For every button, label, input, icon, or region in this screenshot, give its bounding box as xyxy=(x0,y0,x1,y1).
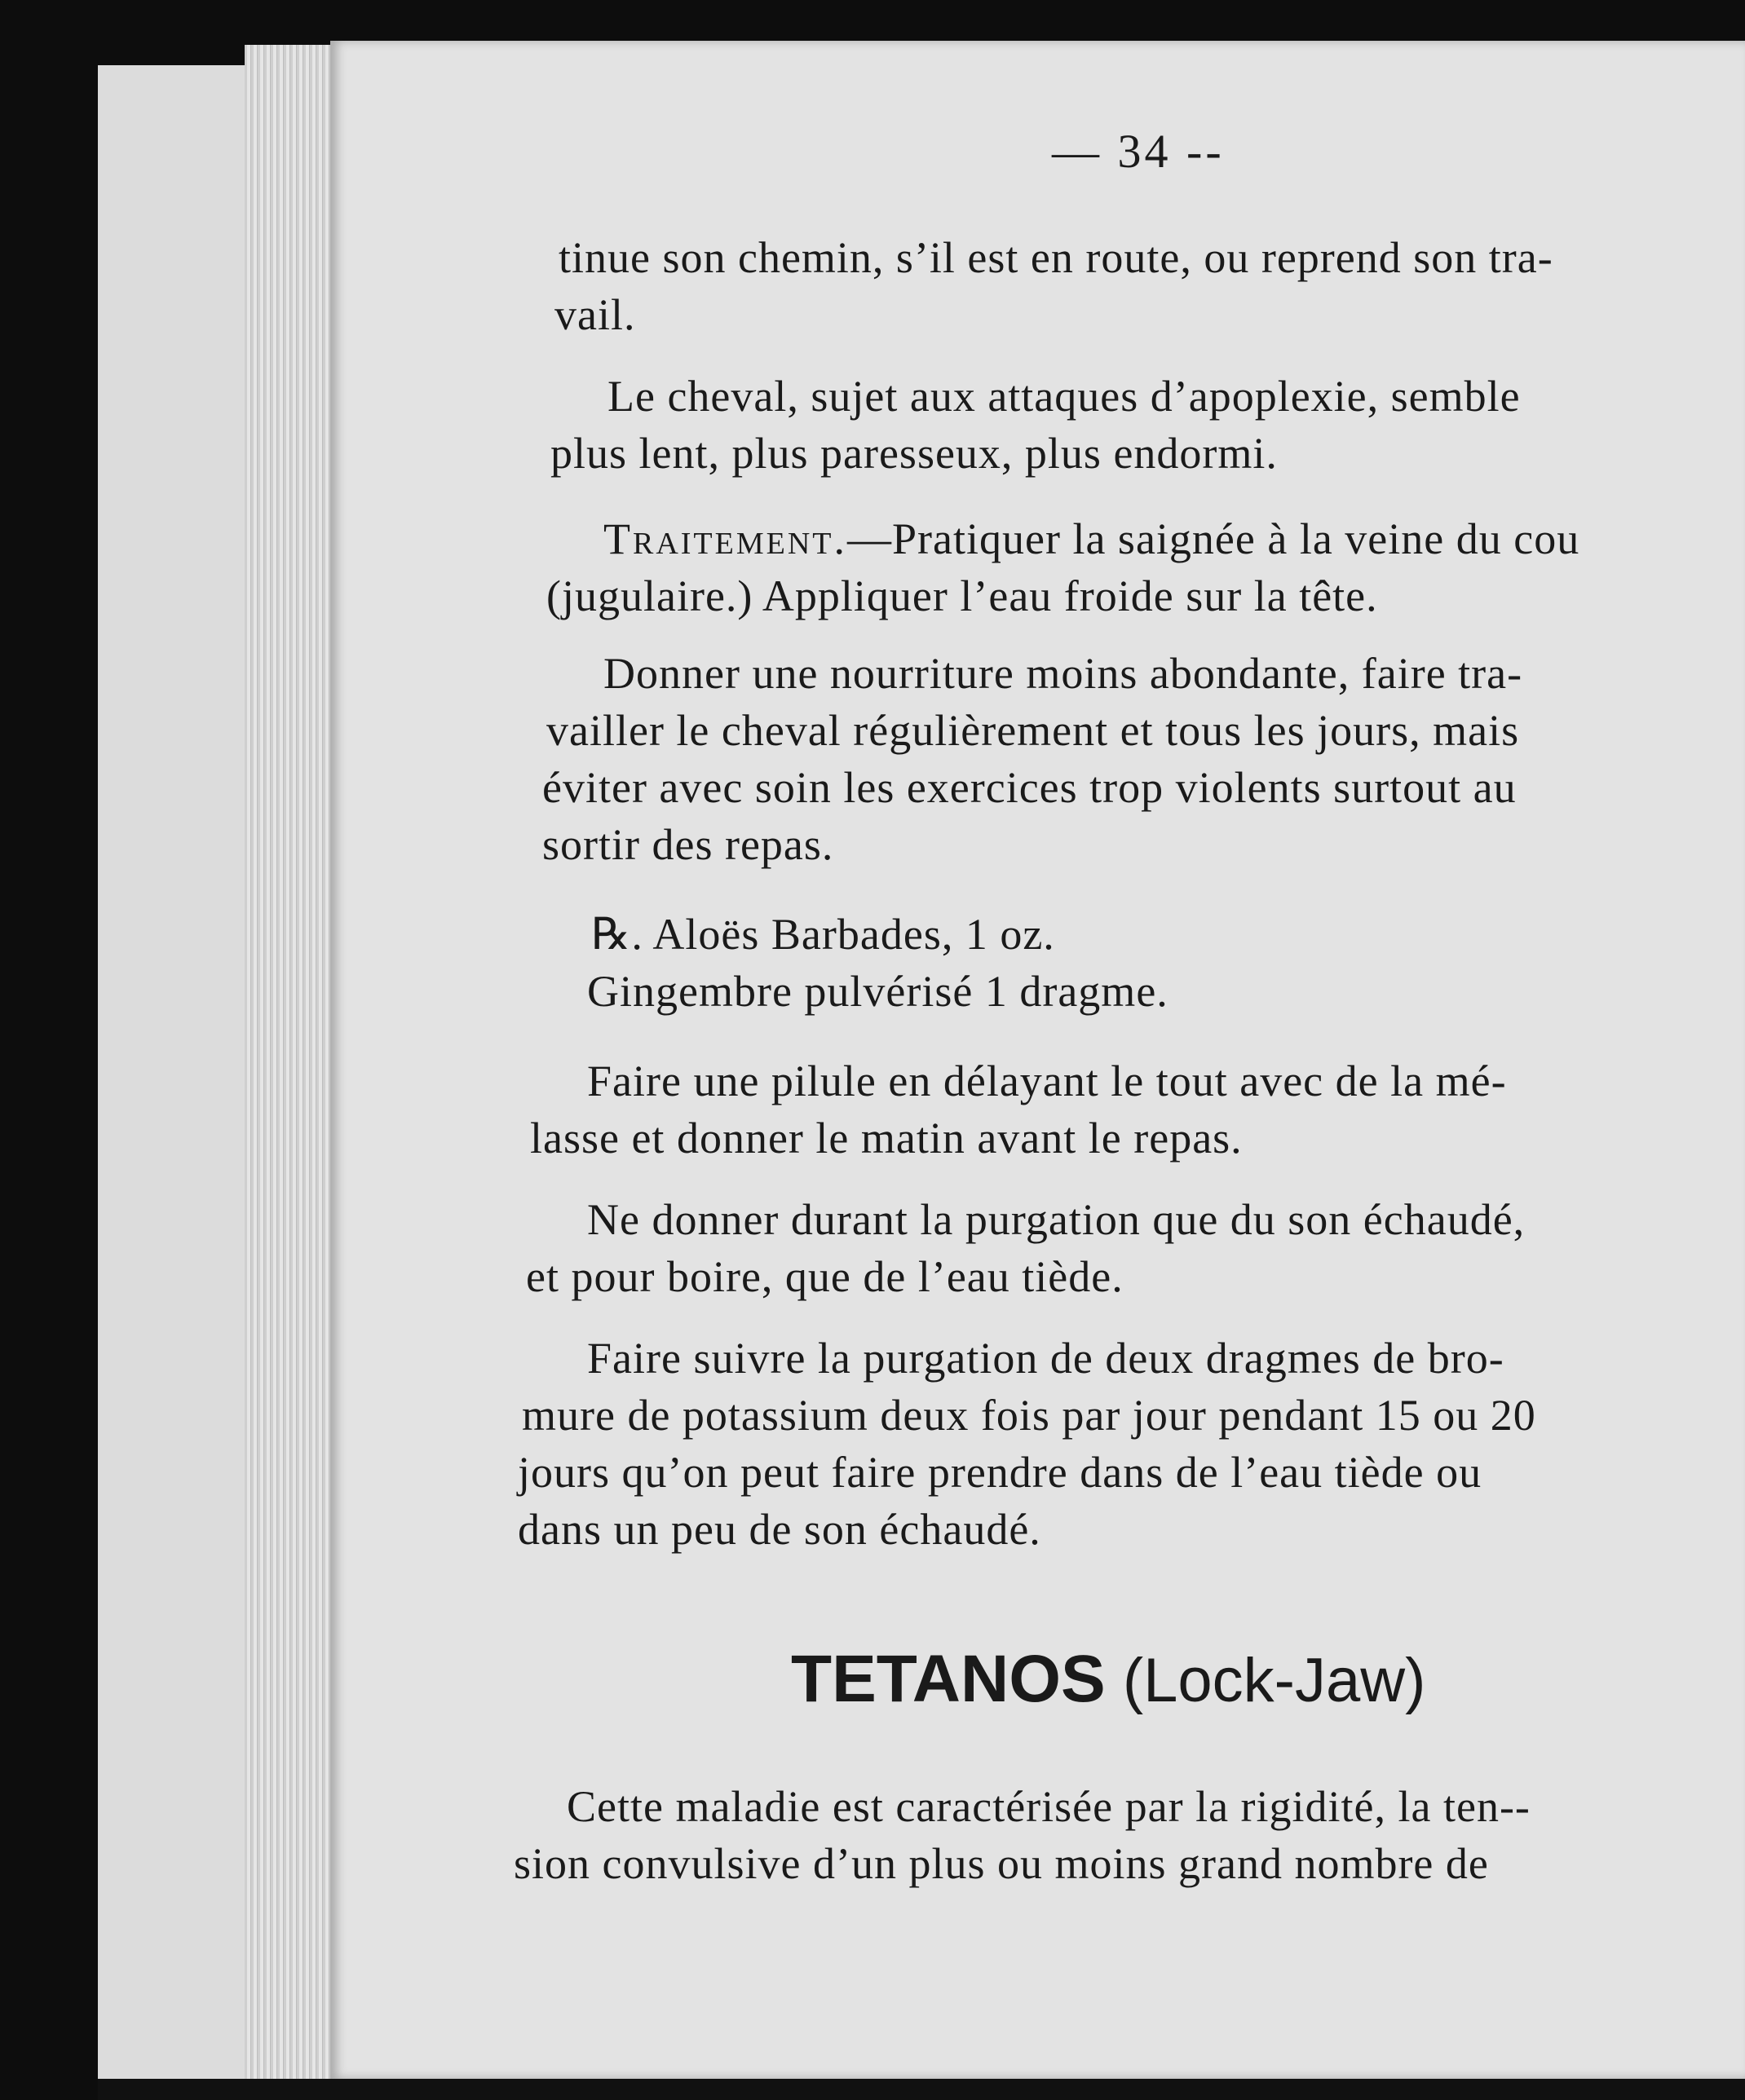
page-stack xyxy=(245,45,334,2091)
bottom-band xyxy=(98,2079,1745,2100)
text-line-5 xyxy=(603,510,1579,568)
text-line-4: plus lent, plus paresseux, plus endormi. xyxy=(550,429,1278,478)
text-line-1: tinue son chemin, s’il est en route, ou reprend son tra- xyxy=(559,233,1553,282)
heading-main: TETANOS xyxy=(791,1642,1106,1716)
text-line-19: jours qu’on peut faire prendre dans de l’eau tiède ou xyxy=(518,1448,1482,1497)
text-line-22: sion convulsive d’un plus ou moins grand nombre de xyxy=(514,1839,1489,1888)
text-line-3: Le cheval, sujet aux attaques d’apoplexie, semble xyxy=(607,372,1521,421)
text-line-16: et pour boire, que de l’eau tiède. xyxy=(526,1252,1124,1301)
traitement-label: Traitement. xyxy=(603,514,848,563)
text-line-18: mure de potassium deux fois par jour pendant 15 ou 20 xyxy=(522,1391,1536,1440)
text-line-14: lasse et donner le matin avant le repas. xyxy=(530,1114,1243,1162)
text-line-15: Ne donner durant la purgation que du son échaudé, xyxy=(587,1195,1526,1244)
section-heading xyxy=(791,1639,1425,1722)
text-line-8: vailler le cheval régulièrement et tous les jours, mais xyxy=(546,706,1520,755)
text-line-21: Cette maladie est caractérisée par la rigidité, la ten-- xyxy=(567,1782,1531,1831)
text-line-9: éviter avec soin les exercices trop violents surtout au xyxy=(542,763,1517,812)
prescription-line-1: ℞. Aloës Barbades, 1 oz. xyxy=(591,910,1055,959)
left-page-edge xyxy=(98,65,261,2095)
text-line-6: (jugulaire.) Appliquer l’eau froide sur la tête. xyxy=(546,571,1378,620)
text-line-17: Faire suivre la purgation de deux dragmes de bro- xyxy=(587,1334,1504,1383)
text-line-2: vail. xyxy=(554,290,636,339)
text-line-13: Faire une pilule en délayant le tout avec de la mé- xyxy=(587,1057,1507,1105)
text-line-7: Donner une nourriture moins abondante, faire tra- xyxy=(603,649,1523,698)
page-number: — 34 -- xyxy=(1052,125,1225,178)
text-line-5-body: —Pratiquer la saignée à la veine du cou xyxy=(847,514,1580,563)
heading-sub: (Lock-Jaw) xyxy=(1122,1646,1426,1715)
text-line-10: sortir des repas. xyxy=(542,820,834,869)
prescription-line-2: Gingembre pulvérisé 1 dragme. xyxy=(587,967,1168,1016)
text-line-20: dans un peu de son échaudé. xyxy=(518,1505,1041,1554)
